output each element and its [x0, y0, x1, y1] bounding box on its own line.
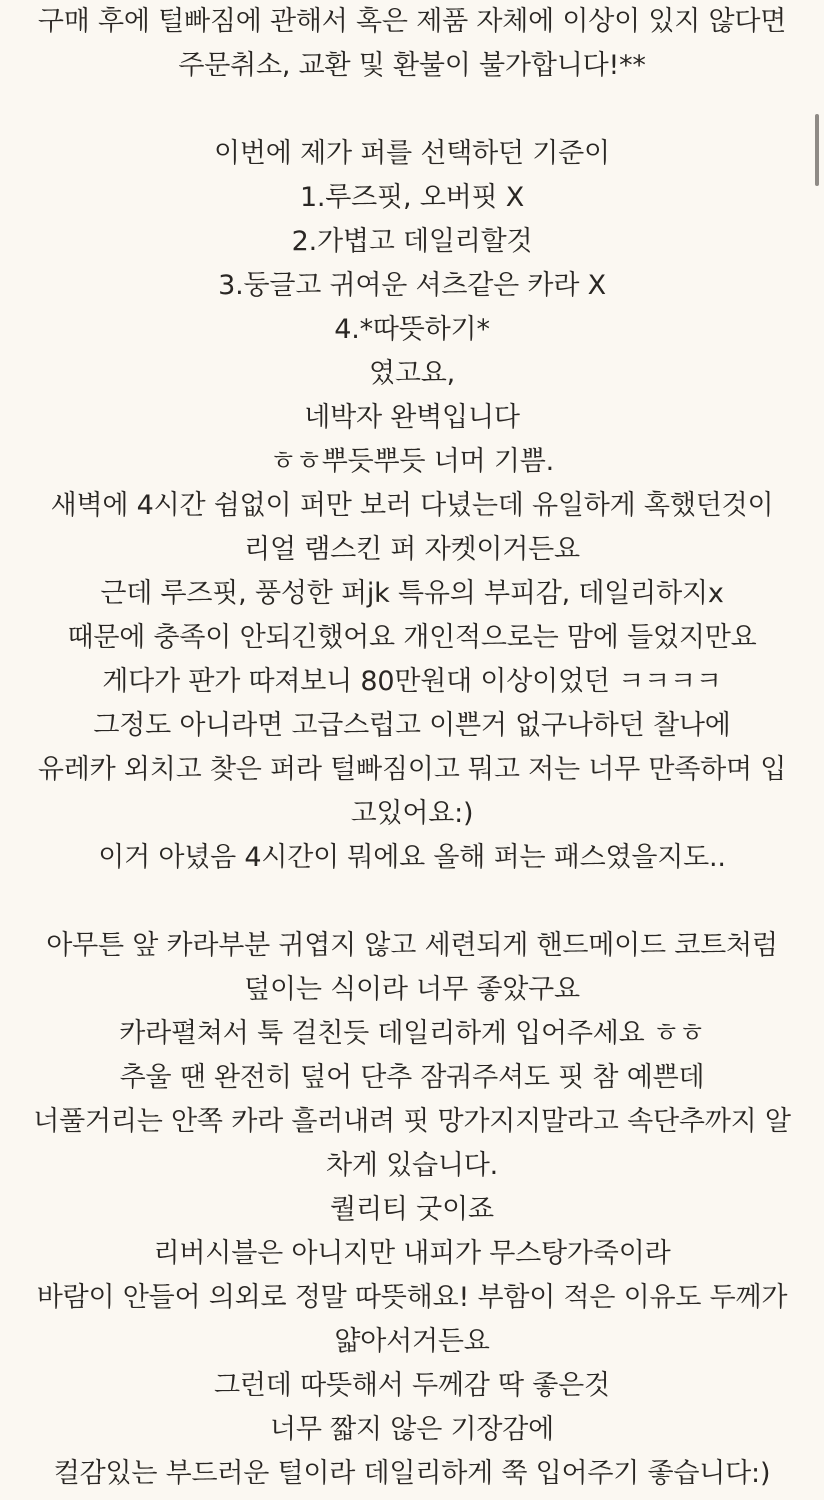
article-line: 새벽에 4시간 쉼없이 퍼만 보러 다녔는데 유일하게 혹했던것이: [50, 490, 774, 521]
article-line: ㅎㅎ뿌듯뿌듯 너머 기쁨.: [270, 446, 554, 477]
article-line: 리버시블은 아니지만 내피가 무스탕가죽이라: [153, 1238, 671, 1269]
article-line: 카라펼쳐서 툭 걸친듯 데일리하게 입어주세요 ㅎㅎ: [119, 1018, 705, 1049]
article-line: 4.*따뜻하기*: [334, 314, 490, 345]
article-line: 이거 아녔음 4시간이 뭐에요 올해 퍼는 패스였을지도..: [98, 842, 726, 873]
article-line: 2.가볍고 데일리할것: [291, 226, 533, 257]
article-line: 바람이 안들어 의외로 정말 따뜻해요! 부함이 적은 이유도 두께가: [36, 1282, 788, 1313]
article-line: 1.루즈핏, 오버핏 X: [299, 182, 525, 213]
article-line: 추울 땐 완전히 덮어 단추 잠궈주셔도 핏 참 예쁜데: [119, 1062, 705, 1093]
article-line: 아무튼 앞 카라부분 귀엽지 않고 세련되게 핸드메이드 코트처럼: [46, 930, 778, 961]
article-line: 이번에 제가 퍼를 선택하던 기준이: [214, 138, 610, 169]
article-line: 얇아서거든요: [334, 1326, 490, 1357]
article-line: 3.둥글고 귀여운 셔츠같은 카라 X: [218, 270, 606, 301]
blank-line: [22, 88, 802, 132]
article-line: 차게 있습니다.: [325, 1150, 499, 1181]
article-line: 근데 루즈핏, 풍성한 퍼jk 특유의 부피감, 데일리하지x: [100, 578, 724, 609]
article-line: 리얼 램스킨 퍼 자켓이거든요: [244, 534, 580, 565]
article-line: 그정도 아니라면 고급스럽고 이쁜거 없구나하던 찰나에: [93, 710, 731, 741]
scrollbar-thumb[interactable]: [815, 114, 819, 186]
article-line: 너풀거리는 안쪽 카라 흘러내려 핏 망가지지말라고 속단추까지 알: [33, 1106, 791, 1137]
article-line: 컬감있는 부드러운 털이라 데일리하게 쭉 입어주기 좋습니다:): [53, 1458, 771, 1489]
blank-line: [22, 880, 802, 924]
article-line: 너무 짧지 않은 기장감에: [270, 1414, 554, 1445]
article-line: 게다가 판가 따져보니 80만원대 이상이었던 ㅋㅋㅋㅋ: [102, 666, 722, 697]
article-line: 고있어요:): [350, 798, 474, 829]
article-line: 그런데 따뜻해서 두께감 딱 좋은것: [214, 1370, 610, 1401]
article-line: 퀄리티 굿이죠: [330, 1194, 494, 1225]
article-line: 덮이는 식이라 너무 좋았구요: [244, 974, 580, 1005]
article-line: 때문에 충족이 안되긴했어요 개인적으로는 맘에 들었지만요: [67, 622, 757, 653]
article-line: 였고요,: [368, 358, 456, 389]
article-line: 네박자 완벽입니다: [304, 402, 520, 433]
article-line: 구매 후에 털빠짐에 관해서 혹은 제품 자체에 이상이 있지 않다면: [37, 6, 787, 37]
article-line: 유레카 외치고 찾은 퍼라 털빠짐이고 뭐고 저는 너무 만족하며 입: [37, 754, 787, 785]
article-line: 주문취소, 교환 및 환불이 불가합니다!**: [178, 50, 646, 81]
